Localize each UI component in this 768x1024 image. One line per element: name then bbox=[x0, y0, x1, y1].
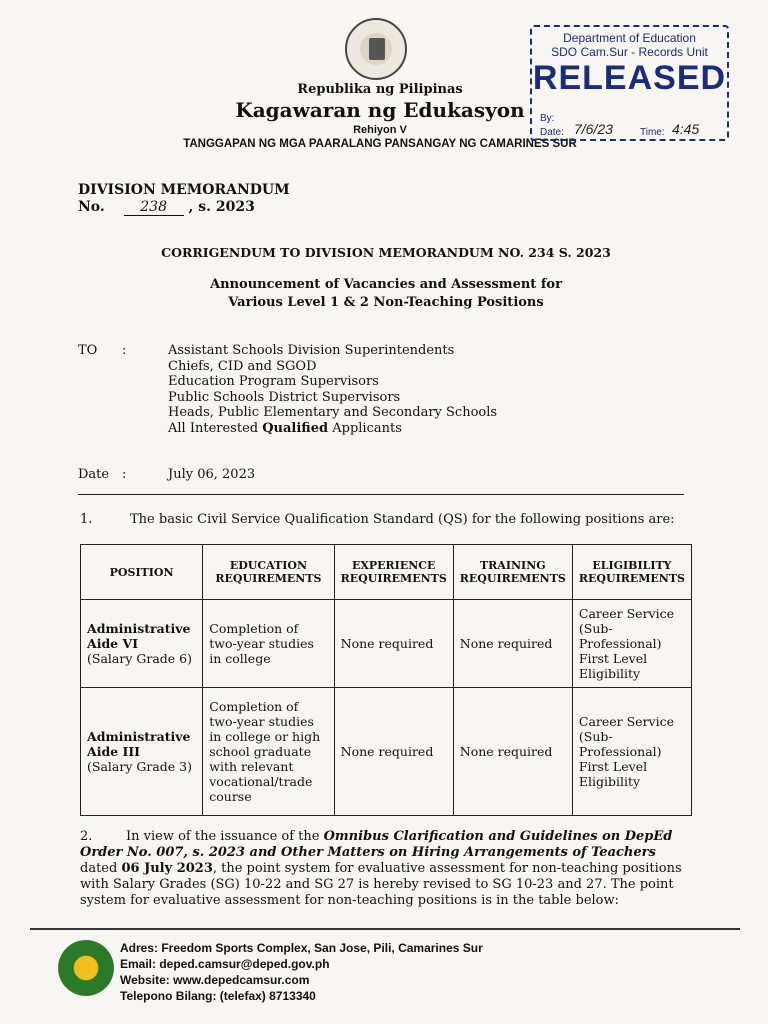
recipient-list bbox=[168, 343, 497, 436]
cell-eligibility: Career Service (Sub-Professional) First Level Eligibility bbox=[572, 600, 691, 688]
table-row bbox=[81, 688, 692, 816]
region-label: Rehiyon V bbox=[353, 124, 407, 136]
stamp-by-label: By: bbox=[540, 113, 555, 124]
date-value: July 06, 2023 bbox=[168, 467, 256, 482]
recipient-item: Public Schools District Supervisors bbox=[168, 389, 401, 405]
cell-education: Completion of two-year studies in college or high school graduate with relevant vocational/trade course bbox=[203, 688, 334, 816]
stamp-line2: SDO Cam.Sur - Records Unit bbox=[551, 45, 708, 59]
header-eligibility: ELIGIBILITY REQUIREMENTS bbox=[572, 545, 691, 600]
footer-contact bbox=[120, 940, 483, 1004]
corrigendum-title: CORRIGENDUM TO DIVISION MEMORANDUM NO. 234 S. 2023 bbox=[161, 245, 611, 260]
stamp-time-value: 4:45 bbox=[672, 121, 700, 137]
para1-number: 1. bbox=[80, 512, 93, 527]
stamp-date-label: Date: bbox=[540, 127, 564, 138]
footer-website: Website: www.depedcamsur.com bbox=[120, 973, 310, 987]
header-training: TRAINING REQUIREMENTS bbox=[453, 545, 572, 600]
memo-title-line1: Announcement of Vacancies and Assessment for bbox=[210, 277, 562, 292]
para2-number: 2. bbox=[80, 829, 93, 844]
para2-text: 2. In view of the issuance of the Omnibus Clarification and Guidelines on DepEd Order No. 007, s. 2023 and Other Matters on Hiring Arrangements of Teachers dated 06 July 2023, the point system for evaluative assessment for non-teaching positions with Salary Grades (SG) 10-22 and SG 27 is hereby revised to SG 10-23 and 27. The point system for evaluative assessment for non-teaching positions is in the table below: bbox=[80, 829, 682, 908]
to-colon: : bbox=[122, 343, 127, 358]
memo-no-label: No. bbox=[78, 199, 105, 215]
stamp-status: RELEASED bbox=[532, 59, 727, 97]
divider bbox=[78, 494, 684, 495]
recipient-item: Assistant Schools Division Superintendents bbox=[168, 343, 455, 358]
date-colon: : bbox=[122, 467, 127, 482]
stamp-time-label: Time: bbox=[640, 127, 665, 138]
cell-eligibility: Career Service (Sub-Professional) First Level Eligibility bbox=[572, 688, 691, 816]
recipient-item: Chiefs, CID and SGOD bbox=[168, 358, 317, 374]
cell-position: Administrative Aide VI (Salary Grade 6) bbox=[81, 600, 203, 688]
qs-table bbox=[80, 544, 692, 816]
header-education: EDUCATION REQUIREMENTS bbox=[203, 545, 334, 600]
republic-label: Republika ng Pilipinas bbox=[297, 82, 463, 97]
to-label: TO bbox=[78, 343, 98, 358]
para1-text: The basic Civil Service Qualification Standard (QS) for the following positions are: bbox=[130, 512, 675, 527]
memo-title-line2: Various Level 1 & 2 Non-Teaching Positions bbox=[228, 295, 544, 310]
date-label: Date bbox=[78, 467, 110, 482]
cell-experience: None required bbox=[334, 600, 453, 688]
deped-seal-icon bbox=[345, 18, 407, 80]
memo-type: DIVISION MEMORANDUM bbox=[78, 182, 290, 198]
cell-training: None required bbox=[453, 600, 572, 688]
recipient-item: Education Program Supervisors bbox=[168, 374, 379, 389]
stamp-date-value: 7/6/23 bbox=[574, 121, 613, 137]
cell-training: None required bbox=[453, 688, 572, 816]
cell-position: Administrative Aide III (Salary Grade 3) bbox=[81, 688, 203, 816]
released-stamp bbox=[530, 25, 729, 141]
header-position: POSITION bbox=[81, 545, 203, 600]
cell-education: Completion of two-year studies in college bbox=[203, 600, 334, 688]
office-label: TANGGAPAN NG MGA PAARALANG PANSANGAY NG CAMARINES SUR bbox=[183, 138, 577, 150]
table-header-row bbox=[81, 545, 692, 600]
recipient-item-last: All Interested Qualified Applicants bbox=[168, 420, 402, 436]
footer-phone: Telepono Bilang: (telefax) 8713340 bbox=[120, 989, 316, 1003]
footer-divider bbox=[30, 928, 740, 930]
cell-experience: None required bbox=[334, 688, 453, 816]
header-experience: EXPERIENCE REQUIREMENTS bbox=[334, 545, 453, 600]
table-row bbox=[81, 600, 692, 688]
department-label: Kagawaran ng Edukasyon bbox=[235, 98, 525, 122]
footer-email: Email: deped.camsur@deped.gov.ph bbox=[120, 957, 330, 971]
memo-number: 238 bbox=[124, 199, 184, 216]
recipient-item: Heads, Public Elementary and Secondary Schools bbox=[168, 405, 498, 420]
footer-address: Adres: Freedom Sports Complex, San Jose, Pili, Camarines Sur bbox=[120, 941, 483, 955]
memo-series: , s. 2023 bbox=[188, 199, 255, 215]
memo-number-line bbox=[78, 199, 255, 216]
stamp-line1: Department of Education bbox=[563, 31, 696, 45]
division-logo-icon bbox=[58, 940, 114, 996]
